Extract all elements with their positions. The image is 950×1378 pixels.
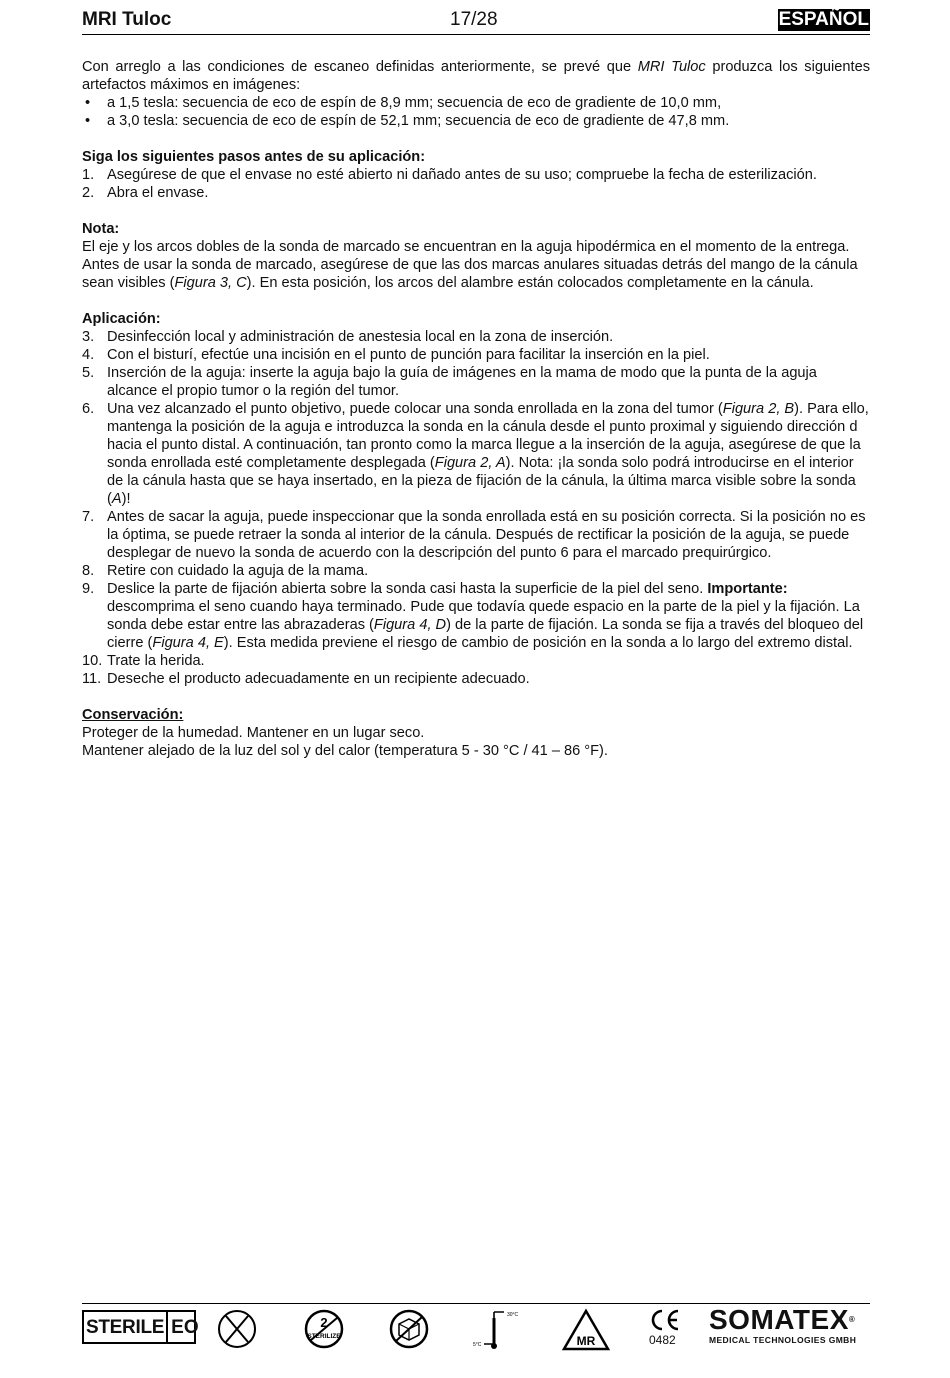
- do-not-resterilize-icon: [303, 1308, 345, 1350]
- list-item: 6. Una vez alcanzado el punto objetivo, puede colocar una sonda enrollada en la zona del tumor (Figura 2, B). Para ello, mantenga la posición de la aguja e introduzca la sonda en la cánula desde el punto proximal y siguiendo dirección d hacia el punto distal. A continuación, tan pronto como la marca llegue a la inserción de la aguja, asegúrese de que la sonda enrollada esté completamente desplegada (Figura 2, A). Nota: ¡la sonda solo podrá introducirse en el interior de la cánula hasta que se haya insertado, en la pieza de fijación de la cánula, la última marca visible sobre la sonda (A)!: [82, 401, 869, 507]
- storage-line: Mantener alejado de la luz del sol y del calor (temperatura 5 - 30 °C / 41 – 86 °F).: [82, 743, 608, 759]
- section-heading-storage: Conservación:: [82, 707, 184, 723]
- document-body: [82, 58, 870, 760]
- list-item: 2. Abra el envase.: [82, 185, 209, 201]
- list-item: 11. Deseche el producto adecuadamente en un recipiente adecuado.: [82, 671, 530, 687]
- do-not-reuse-icon: [216, 1308, 258, 1350]
- svg-text:MR: MR: [576, 1334, 596, 1348]
- page-footer: [82, 1303, 870, 1352]
- list-item: 10. Trate la herida.: [82, 653, 205, 669]
- list-item: • a 1,5 tesla: secuencia de eco de espín de 8,9 mm; secuencia de eco de gradiente de 10,0 mm,: [85, 95, 722, 111]
- list-item: • a 3,0 tesla: secuencia de eco de espín de 52,1 mm; secuencia de eco de gradiente de 47,8 mm.: [85, 113, 730, 129]
- list-item: 7. Antes de sacar la aguja, puede inspeccionar que la sonda enrollada está en su posición correcta. Si la posición no es la óptima, se puede retraer la sonda al interior de la cánula. Después de rectificar la posición de la aguja, se puede desplegar de nuevo la sonda de acuerdo con la descripción del punto 6 para el marcado prequirúrgico.: [82, 509, 866, 561]
- temperature-limit-icon: [472, 1308, 524, 1352]
- list-item: 1. Asegúrese de que el envase no esté abierto ni dañado antes de su uso; compruebe la fecha de esterilización.: [82, 167, 817, 183]
- storage-line: Proteger de la humedad. Mantener en un lugar seco.: [82, 725, 425, 741]
- list-item: 5. Inserción de la aguja: inserte la aguja bajo la guía de imágenes en la mama de modo que la punta de la aguja alcance el propio tumor o la región del tumor.: [82, 365, 817, 399]
- company-logo: SOMATEX® MEDICAL TECHNOLOGIES GMBH: [709, 1304, 857, 1345]
- svg-text:5°C: 5°C: [473, 1342, 482, 1348]
- ce-mark-icon: [648, 1308, 682, 1332]
- svg-text:STERILIZE: STERILIZE: [307, 1333, 341, 1340]
- section-heading-before-use: Siga los siguientes pasos antes de su aplicación:: [82, 149, 426, 165]
- list-item: 3. Desinfección local y administración de anestesia local en la zona de inserción.: [82, 329, 614, 345]
- section-heading-application: Aplicación:: [82, 311, 161, 327]
- intro-paragraph: Con arreglo a las condiciones de escaneo definidas anteriormente, se prevé que MRI Tuloc produzca los siguientes artefactos máximos en imágenes:: [82, 59, 870, 93]
- list-item: 9. Deslice la parte de fijación abierta sobre la sonda casi hasta la superficie de la piel del seno. Importante: descomprima el seno cuando haya terminado. Pude que todavía quede espacio en la parte de la piel y la fijación. La sonda debe estar entre las abrazaderas (Figura 4, D) de la parte de fijación. La sonda se fija a través del bloqueo del cierre (Figura 4, E). Esta medida previene el riesgo de cambio de posición en la sonda a lo largo del extremo distal.: [82, 581, 864, 651]
- section-heading-note: Nota:: [82, 221, 120, 237]
- svg-text:30°C: 30°C: [507, 1312, 519, 1318]
- list-item: 4. Con el bisturí, efectúe una incisión en el punto de punción para facilitar la inserción en la piel.: [82, 347, 710, 363]
- mr-conditional-icon: [561, 1308, 611, 1352]
- svg-text:2: 2: [320, 1315, 328, 1330]
- notified-body-number: 0482: [649, 1333, 676, 1347]
- page-header: [82, 8, 870, 35]
- page-number: 17/28: [450, 9, 498, 30]
- product-name: MRI Tuloc: [637, 59, 706, 75]
- do-not-use-if-damaged-icon: [388, 1308, 430, 1350]
- bullet-icon: •: [85, 95, 91, 111]
- bullet-icon: •: [85, 113, 91, 129]
- document-title: MRI Tuloc: [82, 9, 172, 30]
- note-paragraph: El eje y los arcos dobles de la sonda de marcado se encuentran en la aguja hipodérmica en el momento de la entrega. Antes de usar la sonda de marcado, asegúrese de que las dos marcas anulares situadas detrás del mango de la cánula sean visibles (Figura 3, C). En esta posición, los arcos del alambre están colocados completamente en la cánula.: [82, 239, 858, 291]
- sterile-eo-symbol: STERILE EO: [82, 1310, 196, 1344]
- list-item: 8. Retire con cuidado la aguja de la mama.: [82, 563, 369, 579]
- language-label: ESPAÑOL: [778, 9, 869, 30]
